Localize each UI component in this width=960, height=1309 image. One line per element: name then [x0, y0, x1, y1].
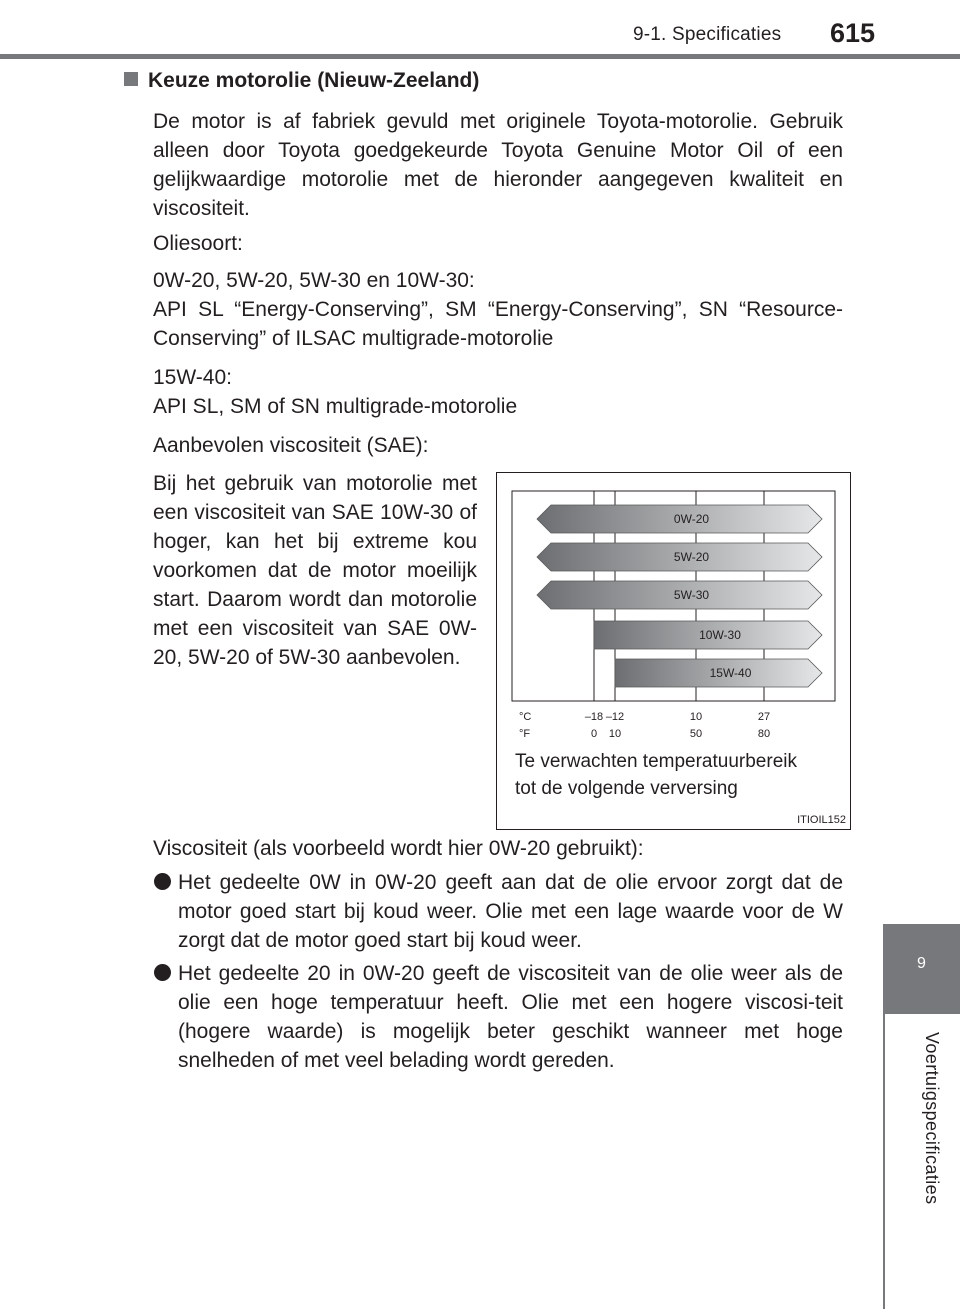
oil-type-label: Oliesoort:	[153, 232, 243, 255]
header-rule	[0, 54, 960, 59]
figure-caption-line1: Te verwachten temperatuurbereik	[515, 751, 797, 772]
section-heading	[124, 69, 479, 93]
fahrenheit-tick-label: 10	[608, 728, 622, 740]
header-section-title: 9-1. Specificaties	[633, 24, 782, 45]
fahrenheit-tick-label: 80	[757, 728, 771, 740]
section-heading-text: Keuze motorolie (Nieuw-Zeeland)	[148, 69, 480, 92]
figure-id: ITIOIL152	[797, 814, 846, 826]
viscosity-grade-label: 15W-40	[709, 666, 752, 680]
chapter-tab	[883, 924, 960, 1014]
bullet-item	[153, 959, 843, 1075]
square-bullet-icon	[124, 72, 138, 86]
cold-start-advice: Bij het gebruik van motorolie met een viscositeit van SAE 10W-30 of hoger, kan het bij extreme kou voorkomen dat de motor moeilijk start. Daarom wordt dan motorolie met een viscositeit van SAE 0W-20, 5W-20 of 5W-30 aanbevolen.	[153, 472, 477, 669]
celsius-tick-label: –12	[605, 711, 625, 723]
fahrenheit-unit-label: °F	[519, 728, 531, 740]
figure-caption-line2: tot de volgende verversing	[515, 778, 738, 799]
intro-paragraph: De motor is af fabriek gevuld met originele Toyota-motorolie. Gebruik alleen door Toyota goedgekeurde Toyota Genuine Motor Oil of een gelijkwaardige motorolie met de hieronder aangegeven kwaliteit en viscositeit.	[153, 110, 843, 220]
celsius-tick-label: 27	[757, 711, 771, 723]
celsius-tick-label: 10	[689, 711, 703, 723]
viscosity-example-label: Viscositeit (als voorbeeld wordt hier 0W-20 gebruikt):	[153, 837, 644, 860]
bullet-dot-icon	[154, 873, 171, 890]
grades-a-heading: 0W-20, 5W-20, 5W-30 en 10W-30:	[153, 269, 475, 292]
fahrenheit-tick-label: 50	[689, 728, 703, 740]
bullet-text: Het gedeelte 20 in 0W-20 geeft de viscositeit van de olie weer als de olie een hoge temperatuur heeft. Olie met een hogere viscosi-teit (hogere waarde) is mogelijk beter geschikt wanneer met hoge snelheden of met veel belading wordt gereden.	[178, 962, 843, 1072]
viscosity-grade-label: 5W-30	[673, 588, 710, 602]
grades-b-heading: 15W-40:	[153, 366, 232, 389]
grades-a-block	[153, 266, 843, 353]
viscosity-chart-figure	[496, 472, 851, 830]
grades-b-spec: API SL, SM of SN multigrade-motorolie	[153, 395, 518, 418]
viscosity-chart	[497, 473, 850, 743]
bullet-dot-icon	[154, 964, 171, 981]
grades-a-spec: API SL “Energy-Conserving”, SM “Energy-Conserving”, SN “Resource-Conserving” of ILSAC multigrade-motorolie	[153, 298, 843, 350]
viscosity-label: Aanbevolen viscositeit (SAE):	[153, 434, 429, 457]
viscosity-grade-label: 0W-20	[673, 512, 710, 526]
chapter-tab-rule	[883, 1014, 885, 1309]
viscosity-grade-label: 5W-20	[673, 550, 710, 564]
chapter-title: Voertuigspecificaties	[922, 1032, 942, 1205]
page-number: 615	[830, 18, 876, 48]
viscosity-grade-label: 10W-30	[699, 628, 741, 642]
figure-caption	[515, 748, 845, 802]
fahrenheit-tick-label: 0	[590, 728, 598, 740]
bullet-item	[153, 868, 843, 955]
grades-b-block	[153, 363, 843, 421]
celsius-tick-label: –18	[584, 711, 604, 723]
bullet-text: Het gedeelte 0W in 0W-20 geeft aan dat de olie ervoor zorgt dat de motor goed start bij koud weer. Olie met een lage waarde voor de W zorgt dat de motor goed start bij koud weer.	[178, 871, 843, 952]
chapter-number: 9	[917, 955, 926, 972]
celsius-unit-label: °C	[519, 711, 532, 723]
